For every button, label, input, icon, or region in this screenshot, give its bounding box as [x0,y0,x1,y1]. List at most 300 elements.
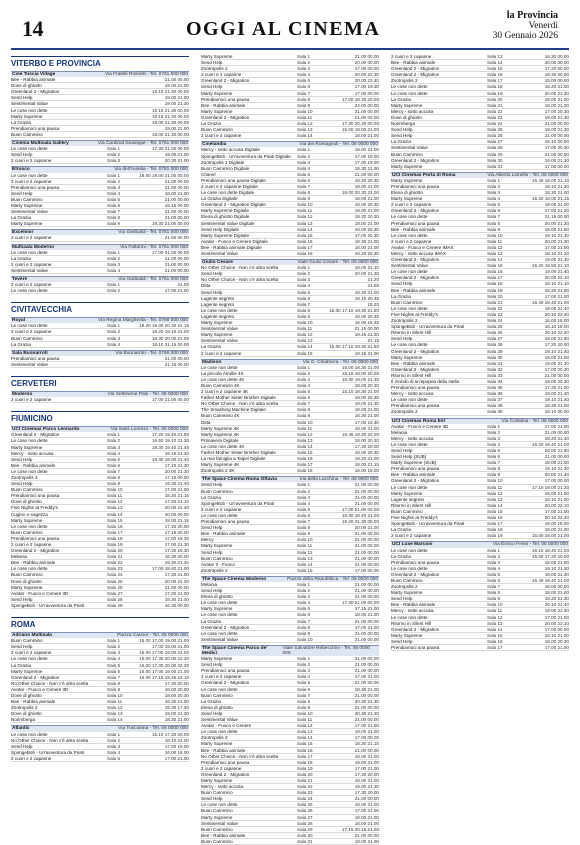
film-times: 17.30 21.00 [164,572,189,578]
film-screen: Sala 3 [297,668,311,674]
film-times: 17.00 18.30 20.00 [341,96,379,102]
film-times: 15.30 17.30 [164,705,189,711]
film-title: Buon Cammino Digitale [201,165,250,171]
film-title: Greenland 2 - Migration Digitale [201,202,266,208]
film-title: 2 cuori e 2 capanne 4K [201,389,249,395]
film-screen: Sala 7 [107,468,121,474]
film-times: 18.10 21.15 00.00 [151,341,189,347]
film-times: 18.00 19.00 21.00 00.00 [139,172,189,178]
film-title: 2 cuori e 2 capanne [201,506,242,512]
film-times: 21.00 00.00 [354,108,379,114]
film-times: 19.15 21.30 [164,450,189,456]
film-times: 20.00 22.20 [164,578,189,584]
film-title: Le cose non dette 4K [201,376,245,382]
film-screen: Sala 10 [297,108,313,114]
film-title: Le cose non dette [11,566,48,572]
film-times: 20.00 21.30 [544,90,569,96]
film-screen: Sala 8 [107,680,121,686]
film-screen: Sala 6 [297,84,311,90]
film-times: 21.00 00.00 [354,114,379,120]
film-screen: Sala 18 [297,251,313,256]
film-title: Send Help [201,549,223,555]
film-screen: Sala 2 [487,429,501,435]
film-times: 17.00 21.00 [354,723,379,729]
film-times: 17.00 00.00 [544,626,569,632]
film-times: 18.00 20.30 [164,692,189,698]
film-screen: Sala 1 [107,432,121,438]
film-screen: Sala 10 [487,478,503,484]
film-screen: Sala 11 [297,208,313,214]
film-times: 17.30 20.00 [354,771,379,777]
film-title: Le cose non dette [201,600,238,606]
film-times: 16.45 19.30 22.00 [341,431,379,437]
film-screen: Sala 26 [297,808,313,814]
cinema-address: Via Cardinal Giuseppe - Tel. 0761 000 000 [97,141,188,147]
film-times: 17.30 20.00 [354,790,379,796]
film-screen: Sala 28 [107,596,123,602]
film-title: Marty Supreme [201,777,233,783]
film-title: Marty Supreme [201,320,233,326]
film-times: 18.00 21.00 [544,490,569,496]
film-screen: Sala 9 [297,531,311,537]
film-title: Greenland 2 - Migration [391,66,440,72]
film-screen: Sala 7 [297,301,311,307]
film-screen: Sala 18 [107,535,123,541]
film-title: Buon Cammino [201,826,233,832]
film-title: Mercy - sotto accusa [391,108,434,114]
film-screen: Sala 9 [297,704,311,710]
film-screen: Sala 15 [107,517,123,523]
film-screen: Sala 12 [297,549,313,555]
film-title: Zootropolis 2 [391,584,418,590]
film-title: Send Help (SUB) [391,454,427,460]
film-screen: Sala 6 [297,612,311,618]
film-times: 20.30 21.30 [354,698,379,704]
film-screen: Sala 12 [487,244,503,250]
film-screen: Sala 3 [107,335,121,341]
film-title: Avatar - Fuoco e Cenere Digitale [201,238,268,244]
film-times: 20.00 21.40 [544,472,569,478]
film-title: Marty Supreme [201,741,233,747]
cinema-address: Via Buonarroti - Tel. 0766 000 000 [115,350,188,356]
film-screen: Sala 14 [487,257,503,263]
film-title: No Other Choice - Non c'è altra scelta [201,401,279,407]
film-screen: Sala 5 [297,389,311,395]
region-heading: CIVITAVECCHIA [11,302,189,314]
film-title: Ritorno in Silent Hill [391,372,432,378]
cinema-name: Cinema Multisala Gallery [12,141,69,147]
film-title: Greenland 2 - Migration [391,257,440,263]
film-title: Buon Cammino [201,127,233,133]
film-times: 16.00 20.00 [164,686,189,692]
film-screen: Sala 34 [487,378,503,384]
film-screen: Sala 13 [487,496,503,502]
film-screen: Sala 12 [297,214,313,220]
film-times: 18.30 21.00 [354,238,379,244]
film-screen: Sala 15 [487,263,503,269]
film-title: Sentimental Value Digitale [201,220,255,226]
film-times: 15.20 18.00 21.15 [531,196,569,202]
film-title: Le cose non dette [11,146,48,152]
film-screen: Sala 15 [297,232,313,238]
cinema-name: Royal [12,318,26,324]
film-screen [107,120,137,125]
film-screen: Sala 14 [297,735,313,741]
film-title: Send Help [391,638,413,644]
film-title: Le cose non dette [11,172,48,178]
film-times: 19.30 21.40 [164,481,189,487]
film-times: 15.00 17.00 19.00 21.00 [139,650,189,656]
film-title: Ritorno in Silent Hill [391,330,432,336]
film-times: 18.20 21.00 [544,287,569,293]
film-row [201,839,379,845]
film-screen: Sala 6 [297,686,311,692]
weekday: Venerdì [528,21,558,31]
film-title: The Smashing Machine Digitale [201,407,266,413]
film-title: Zootropolis 2 [201,66,228,72]
film-row [391,409,569,415]
film-times: 15.00 17.20 20.00 [531,553,569,559]
film-times: 18.00 21.10 [354,265,379,271]
film-title: Elena di ghiotto [201,704,233,710]
film-title: Elena di ghiotto Digitale [201,214,250,220]
film-times: 17.00 00.00 [544,478,569,484]
film-times: 21.00 00.00 [164,209,189,215]
film-title: Greenland 2 - Migration [391,157,440,163]
film-times: 16.00 18.30 21.00 [341,364,379,370]
film-title: Bee - Rabbia animale [11,560,56,566]
film-screen: Sala 5 [487,448,501,453]
film-times: 19.00 21.40 [544,305,569,311]
film-screen: Sala 23 [487,114,503,120]
film-screen: Sala 2 [107,152,121,158]
film-times: 21.00 00.00 [544,151,569,157]
film-times: 15.00 17.00 19.00 21.00 [139,638,189,644]
film-title: Marty Supreme [11,517,43,523]
film-times: 18.00 21.00 [544,354,569,360]
film-screen: Sala 10 [297,537,313,543]
cinema-address: Via Fratelli Rosselli - Tel. 0761 000 000 [104,72,188,77]
film-times: 21.15 00.00 [164,361,189,367]
film-title: Marty Supreme [391,490,423,496]
film-title: Dove di ghiotto [11,711,42,717]
film-times: 18.20 19.30 20.30 21.15 [139,323,189,329]
film-row [11,268,189,274]
film-screen: Sala 4 [107,341,121,347]
film-times: 21.00 00.00 [354,537,379,543]
film-row [201,468,379,474]
film-screen: Sala 20 [487,293,503,299]
region-heading: VITERBO E PROVINCIA [11,56,189,68]
film-times: 19.15 21.30 00.00 [151,107,189,113]
film-times: 19.00 21.30 [164,101,189,107]
film-title: Marty Supreme [11,113,43,119]
film-times: 17.15 20.00 [164,529,189,535]
film-screen: Sala 5 [107,196,121,202]
film-title: Mercy - sotto accusa [391,608,434,614]
film-screen: Sala 8 [297,624,311,630]
film-screen: Sala 4 [297,600,311,606]
film-screen: Sala 9 [297,102,311,108]
film-times: 17.00 19.00 21.00 [151,644,189,650]
film-times: 15.00 17.10 19.30 21.50 [329,344,379,350]
film-times: 19.00 21.30 [544,391,569,397]
film-times: 16.30 18.40 21.00 [341,512,379,518]
film-screen: Sala 25 [487,127,503,133]
film-times: 17.00 00.00 [354,567,379,573]
film-times: 21.00 00.00 [544,121,569,127]
film-title: Lagente segreto [201,313,235,319]
cinema-address: Via Enrico Fermi - Tel. 06 0000 000 [492,542,568,548]
film-times: 18.00 20.30 [354,382,379,388]
film-screen: Sala 13 [297,555,313,561]
film-title: Le cose non dette [201,729,238,735]
film-times: 19.00 21.30 00.00 [151,131,189,137]
film-screen: Sala 16 [487,269,503,275]
film-title: Send Help [11,644,33,650]
film-screen: Sala 15 [297,567,313,573]
film-times: 21.00 00.00 [354,796,379,802]
region-heading: FIUMICINO [11,411,189,423]
film-title: Greenland 2 - Migration [201,680,250,686]
film-screen: Sala 14 [297,226,313,232]
film-title: Greenland 2 - Migration [391,348,440,354]
film-row [201,637,379,643]
film-times: 21.00 00.00 [164,267,189,273]
film-screen: Sala 3 [297,277,311,283]
film-screen: Sala 21 [107,554,123,560]
film-title: Le cose non dette [391,84,428,90]
film-screen: Sala 12 [297,332,313,338]
film-screen: Sala 22 [107,560,123,566]
film-screen: Sala 25 [107,578,123,584]
film-title: Zootropolis 2 [391,78,418,84]
film-screen: Sala 2 [297,662,311,668]
film-title: Five Nights at Freddy's [391,311,438,317]
film-title: Buon Cammino [201,692,233,698]
film-title: Sentimental Value [201,251,238,256]
film-times: 21.00 00.00 [354,594,379,600]
film-title: Le cose non dette [391,614,428,620]
film-title: Le cose non dette [391,305,428,311]
film-title: La Grazia [391,527,411,533]
film-times: 20.10 22.40 [544,330,569,336]
film-title: 2 cuori e 2 capanne [391,202,432,208]
film-times: 19.20 21.30 00.00 [341,519,379,525]
film-screen: Sala 12 [107,705,123,711]
film-screen: Sala 3 [487,190,501,196]
film-screen: Sala 4 [107,190,121,196]
film-title: Sentimental Value [201,326,238,332]
film-screen: Sala 6 [297,177,311,183]
film-screen [107,126,137,131]
film-title: Zootropolis 2 [201,567,228,573]
film-times: 21.00 00.00 [164,196,189,202]
film-title: La Grazia Digitale [201,196,238,202]
film-title: Melania [11,554,28,560]
film-times: 18.00 21.00 [544,527,569,533]
film-title: Send Help [391,281,413,287]
film-screen: Sala 16 [297,238,313,244]
film-times: 19.00 21.00 [354,759,379,765]
film-screen: Sala 9 [487,226,501,232]
film-title: Avatar - Fuoco e Cenere 3D [11,686,69,692]
film-screen: Sala 33 [487,372,503,378]
film-title: Marty Supreme [391,196,423,202]
film-screen: Sala 9 [297,630,311,636]
film-screen: Sala 37 [487,397,503,403]
film-screen: Sala 26 [487,330,503,336]
film-title: La Grazia [201,344,221,350]
film-times: 19.00 21.40 [544,571,569,577]
film-times: 20.10 22.40 [544,311,569,317]
film-title: Greenland 2 - Migration [391,626,440,632]
film-screen: Sala 1 [487,547,501,553]
film-times: 16.40 19.00 21.40 [151,456,189,462]
film-screen: Sala 4 [297,283,311,289]
film-title: No Other Choice - Non c'è altra scelta [11,737,89,743]
film-times: 18.00 21.00 [354,183,379,189]
film-screen: Sala 2 [297,153,311,159]
film-title: 2 cuori e 2 capanne [11,542,52,547]
film-title: Le cose non dette 4K [201,443,245,449]
film-times: 21.00 00.00 [354,717,379,723]
film-times: 16.50 19.10 21.30 [151,438,189,444]
film-title: Marty Supreme [391,590,423,596]
cinema-address: Via Collatina - Tel. 06 0000 000 [501,418,568,424]
film-screen: Sala 19 [487,533,503,539]
film-title: Le cose non dette [11,523,48,529]
film-times: 19.00 21.00 [544,202,569,208]
film-times: 18.00 21.00 [354,407,379,413]
film-times: 18.00 21.00 [544,559,569,565]
film-times: 16.10 18.40 21.00 [531,547,569,553]
film-times: 19.00 21.30 00.00 [151,119,189,125]
film-times: 19.20 21.30 [544,596,569,602]
film-title: Le cose non dette [11,288,48,294]
film-title: Greenland 2 - Migration [391,208,440,214]
film-times: 15.00 17.30 20.00 22.30 [139,662,189,668]
film-times: 19.00 21.00 [164,152,189,158]
film-screen: Sala 3 [297,376,311,382]
film-title: La Grazia [391,293,411,299]
film-screen: Sala 11 [107,493,123,499]
film-screen: Sala 14 [297,133,313,139]
film-times: 18.00 21.00 [354,220,379,226]
film-title: Sentimental Value [201,338,238,344]
film-screen [107,132,137,137]
film-times: 17.15 20.15 21.00 [341,826,379,832]
film-times: 17.00 20.30 [544,366,569,372]
cinema-address: Viale Giulio Cesare - Tel. 06 0000 000 [297,260,378,266]
film-times: 16.00 18.00 [354,468,379,474]
film-screen: Sala 7 [297,692,311,698]
film-times: 18.00 20.30 [354,395,379,401]
film-screen: Sala 14 [107,511,123,517]
film-screen: Sala 2 [107,288,121,294]
film-times: 19.00 21.30 [544,114,569,120]
listings-columns [11,54,569,844]
film-screen: Sala 13 [297,437,313,443]
film-screen: Sala 4 [107,267,121,273]
film-times: 20.30 21.00 [164,158,189,164]
film-row [11,132,189,138]
film-title: Avatar - Fuoco e Cenere 3D [11,590,69,596]
film-title: 2 cuori e 2 capanne [391,54,432,59]
film-title: Send Help [201,482,223,488]
film-title: Mercy - sotto accusa IMAX [391,251,446,256]
film-times: 17.00 21.00 [544,293,569,299]
film-screen: Sala 1 [107,638,121,644]
film-title: Le cose non dette [11,731,48,737]
cinema-address: Via dell'Aurelia - Tel. 0761 000 000 [114,167,188,173]
film-times: 17.10 21.30 [164,462,189,468]
date: 30 Gennaio 2026 [492,31,558,41]
film-title: Father Mother Sister Brother Digitale [201,395,276,401]
film-title: Le cose non dette [11,656,48,662]
film-times: 19.10 21.40 [544,348,569,354]
cinema-address: Piazza Cavour - Tel. 06 0000 000 [117,633,188,639]
brand-block [493,10,558,41]
film-title: No Other Choice - Non c'è altra scelta [201,265,279,271]
film-screen: Sala 10 [297,202,313,208]
film-times: 18.45 21.30 [354,332,379,338]
cinema-address: Via G. Chiabrera - Tel. 06 0000 000 [302,359,378,365]
film-screen: Sala 5 [297,78,311,84]
film-screen: Sala 15 [487,632,503,638]
film-screen: Sala 6 [487,577,501,583]
film-screen: Sala 16 [107,523,123,529]
film-title: Bee - Rabbia animale [391,287,436,293]
film-title: Greenland 2 - Migration [11,432,60,438]
film-times: 17.00 19.00 [354,159,379,165]
film-times: 18.20 21.15 [164,493,189,499]
film-screen: Sala 3 [107,444,121,450]
film-title: Mercy - sotto accusa Digitale [201,147,260,153]
film-title: Le cose non dette Digitale [201,190,255,196]
film-screen: Sala 13 [107,505,123,511]
film-screen: Sala 6 [297,395,311,401]
film-screen: Sala 35 [487,385,503,391]
film-screen: Sala 31 [297,838,313,844]
film-times: 18.10 21.10 [544,281,569,287]
film-screen: Sala 10 [107,692,123,698]
film-screen: Sala 30 [487,354,503,360]
film-screen: Sala 3 [487,435,501,441]
film-screen: Sala 7 [487,214,501,220]
film-screen: Sala 8 [107,474,121,480]
film-title: Buon Cammino [201,790,233,796]
film-title: Sentimental Value [11,267,48,273]
film-times: 19.20 21.40 [544,435,569,441]
film-screen: Sala 8 [487,466,501,472]
film-title: Il mondo di un'epopea della stella [391,378,460,384]
film-title: Buon Cammino [11,131,43,137]
film-screen: Sala 4 [297,500,311,506]
film-times: 18.00 20.30 22.00 [341,190,379,196]
film-screen: Sala 4 [487,441,501,447]
film-screen: Sala 1 [297,581,311,587]
film-title: Le cose non dette [11,438,48,444]
film-screen: Sala 29 [487,151,503,157]
film-screen: Sala 4 [107,450,121,456]
film-screen: Sala 12 [297,431,313,437]
film-times: 16.30 19.00 21.30 [341,376,379,382]
film-times: 18.00 21.00 [354,802,379,808]
film-screen: Sala 1 [107,172,121,178]
cinema-header [201,645,379,656]
film-title: Zootropolis 2 [201,735,228,741]
